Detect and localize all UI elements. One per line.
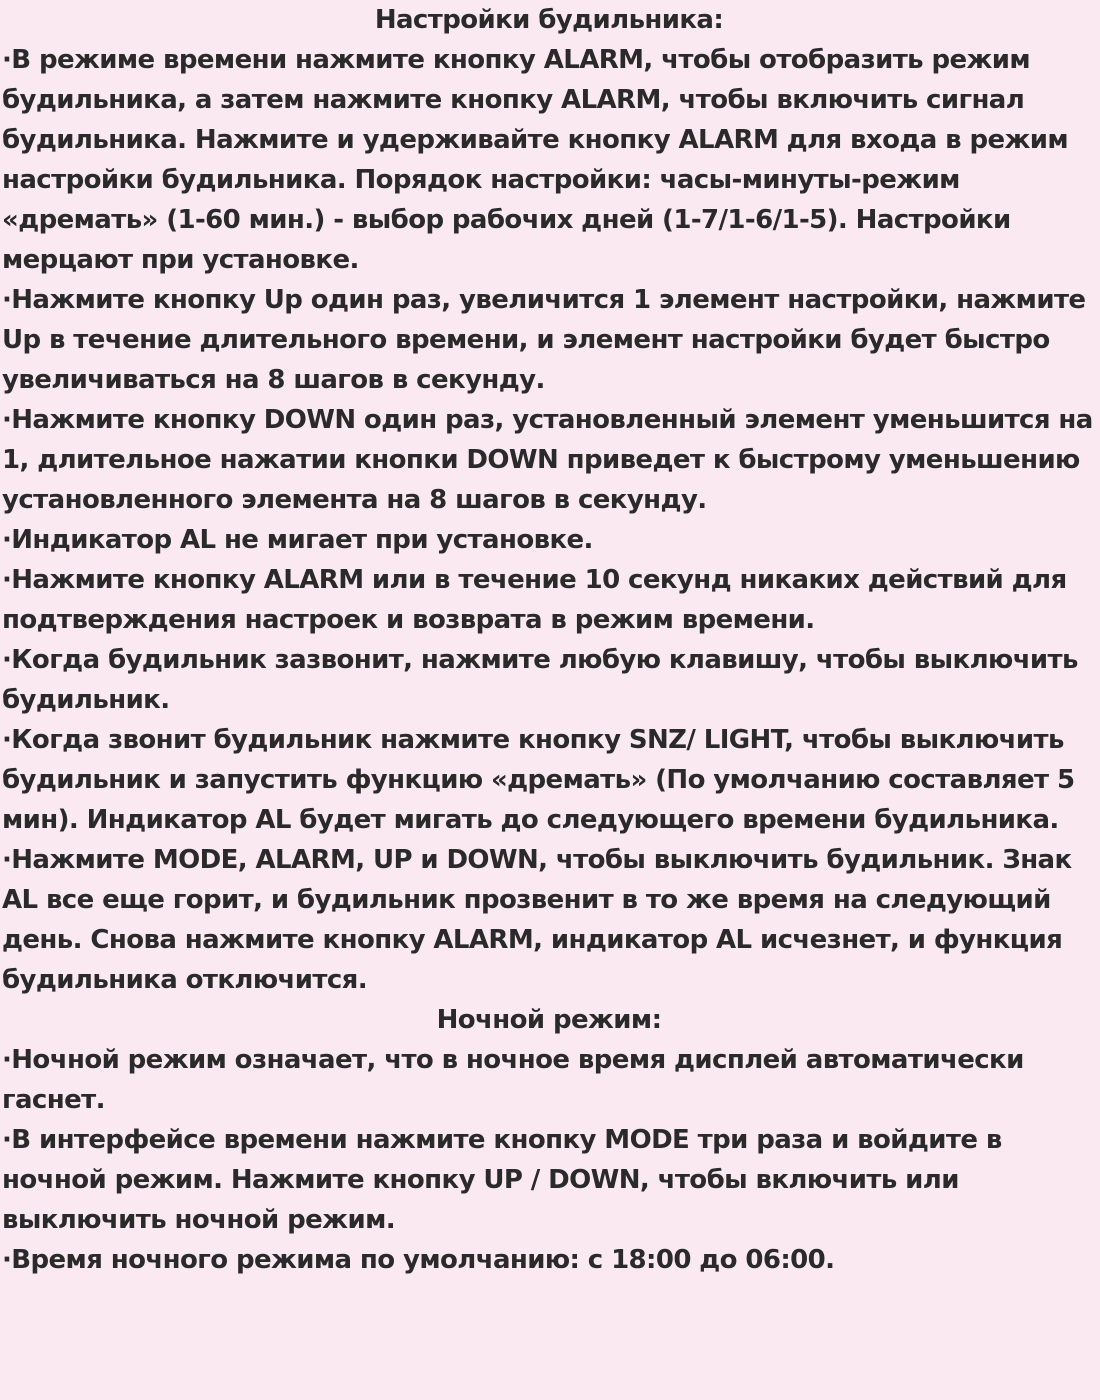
alarm-paragraph: ·Когда будильник зазвонит, нажмите любую клавишу, чтобы выключить будильник. xyxy=(2,645,1078,715)
alarm-paragraph: ·Нажмите кнопку Up один раз, увеличится 1 элемент настройки, нажмите Up в течение длительного времени, и элемент настройки будет быстро увеличиваться на 8 шагов в секунду. xyxy=(2,285,1086,395)
alarm-settings-section xyxy=(2,0,1096,1000)
alarm-paragraph: ·Нажмите кнопку ALARM или в течение 10 секунд никаких действий для подтверждения настроек и возврата в режим времени. xyxy=(2,565,1067,635)
alarm-paragraph: ·В режиме времени нажмите кнопку ALARM, чтобы отобразить режим будильника, а затем нажмите кнопку ALARM, чтобы включить сигнал будильника. Нажмите и удерживайте кнопку ALARM для входа в режим настройки будильника. Порядок настройки: часы-минуты-режим «дремать» (1-60 мин.) - выбор рабочих дней (1-7/1-6/1-5). Настройки мерцают при установке. xyxy=(2,45,1069,275)
alarm-settings-heading: Настройки будильника: xyxy=(374,5,724,35)
alarm-paragraph: ·Индикатор AL не мигает при установке. xyxy=(2,525,593,555)
alarm-paragraph: ·Когда звонит будильник нажмите кнопку SNZ/ LIGHT, чтобы выключить будильник и запустить функцию «дремать» (По умолчанию составляет 5 мин). Индикатор AL будет мигать до следующего времени будильника. xyxy=(2,725,1075,835)
night-mode-paragraph: ·Время ночного режима по умолчанию: с 18:00 до 06:00. xyxy=(2,1245,835,1275)
night-mode-paragraph: ·Ночной режим означает, что в ночное время дисплей автоматически гаснет. xyxy=(2,1045,1024,1115)
night-mode-section xyxy=(2,1000,1096,1280)
alarm-paragraph: ·Нажмите кнопку DOWN один раз, установленный элемент уменьшится на 1, длительное нажатии кнопки DOWN приведет к быстрому уменьшению установленного элемента на 8 шагов в секунду. xyxy=(2,405,1093,515)
alarm-paragraph: ·Нажмите MODE, ALARM, UP и DOWN, чтобы выключить будильник. Знак AL все еще горит, и будильник прозвенит в то же время на следующий день. Снова нажмите кнопку ALARM, индикатор AL исчезнет, и функция будильника отключится. xyxy=(2,845,1072,995)
night-mode-heading: Ночной режим: xyxy=(436,1005,662,1035)
night-mode-paragraph: ·В интерфейсе времени нажмите кнопку MODE три раза и войдите в ночной режим. Нажмите кнопку UP / DOWN, чтобы включить или выключить ночной режим. xyxy=(2,1125,1002,1235)
